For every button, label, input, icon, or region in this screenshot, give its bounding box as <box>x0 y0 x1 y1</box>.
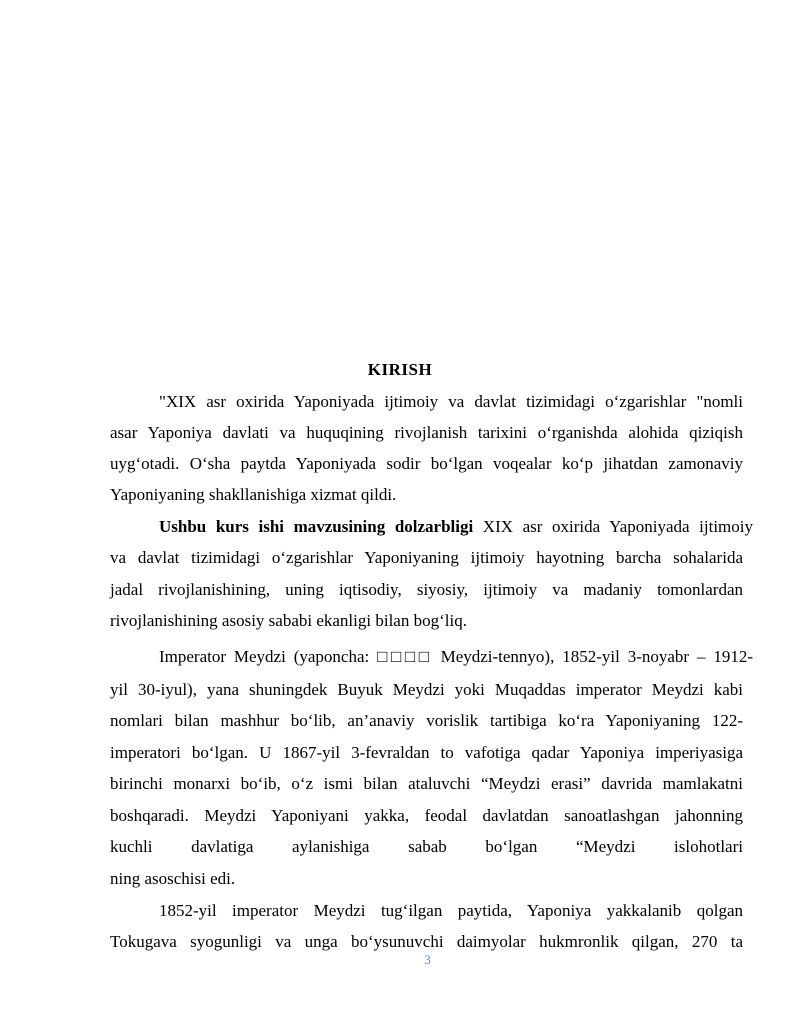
paragraph-line: birinchi monarxi bo‘ib, o‘z ismi bilan ataluvchi “Meydzi erasi” davrida mamlakatni <box>110 774 743 793</box>
section-heading: KIRISH <box>367 360 433 379</box>
paragraph-line: va davlat tizimidagi o‘zgarishlar Yaponiyaning ijtimoiy hayotning barcha sohalarida <box>110 548 743 567</box>
paragraph-line: Imperator Meydzi (yaponcha: □□□□ Meydzi-tennyo), 1852-yil 3-noyabr – 1912- <box>159 647 753 666</box>
paragraph-line: boshqaradi. Meydzi Yaponiyani yakka, feodal davlatdan sanoatlashgan jahonning <box>110 806 743 825</box>
paragraph-line: Yaponiyaning shakllanishiga xizmat qildi. <box>110 485 397 504</box>
paragraph-line: yil 30-iyul), yana shuningdek Buyuk Meydzi yoki Muqaddas imperator Meydzi kabi <box>110 680 743 699</box>
paragraph-line: rivojlanishining asosiy sababi ekanligi bilan bog‘liq. <box>110 611 467 630</box>
paragraph-line: "XIX asr oxirida Yaponiyada ijtimoiy va davlat tizimidagi o‘zgarishlar "nomli <box>159 392 743 411</box>
page-number: 3 <box>424 952 431 967</box>
paragraph-line: Tokugava syogunligi va unga bo‘ysunuvchi daimyolar hukmronlik qilgan, 270 ta <box>110 932 743 951</box>
paragraph-line: imperatori bo‘lgan. U 1867-yil 3-fevraldan to vafotiga qadar Yaponiya imperiyasiga <box>110 743 743 762</box>
paragraph-line: ning asoschisi edi. <box>110 869 236 888</box>
paragraph-line: kuchli davlatiga aylanishiga sabab bo‘lgan “Meydzi islohotlari <box>110 837 743 856</box>
paragraph-line <box>159 517 753 537</box>
paragraph-line: uyg‘otadi. O‘sha paytda Yaponiyada sodir bo‘lgan voqealar ko‘p jihatdan zamonaviy <box>110 454 743 473</box>
paragraph-line: nomlari bilan mashhur bo‘lib, an’anaviy vorislik tartibiga ko‘ra Yaponiyaning 122- <box>110 711 743 730</box>
paragraph-line: jadal rivojlanishining, uning iqtisodiy, siyosiy, ijtimoiy va madaniy tomonlardan <box>110 580 743 599</box>
paragraph-line: asar Yaponiya davlati va huquqining rivojlanish tarixini o‘rganishda alohida qiziqish <box>110 423 743 442</box>
paragraph-text: XIX asr oxirida Yaponiyada ijtimoiy <box>473 517 753 536</box>
relevance-lead: Ushbu kurs ishi mavzusining dolzarbligi <box>159 517 474 536</box>
paragraph-line: 1852-yil imperator Meydzi tug‘ilgan paytida, Yaponiya yakkalanib qolgan <box>159 901 743 920</box>
